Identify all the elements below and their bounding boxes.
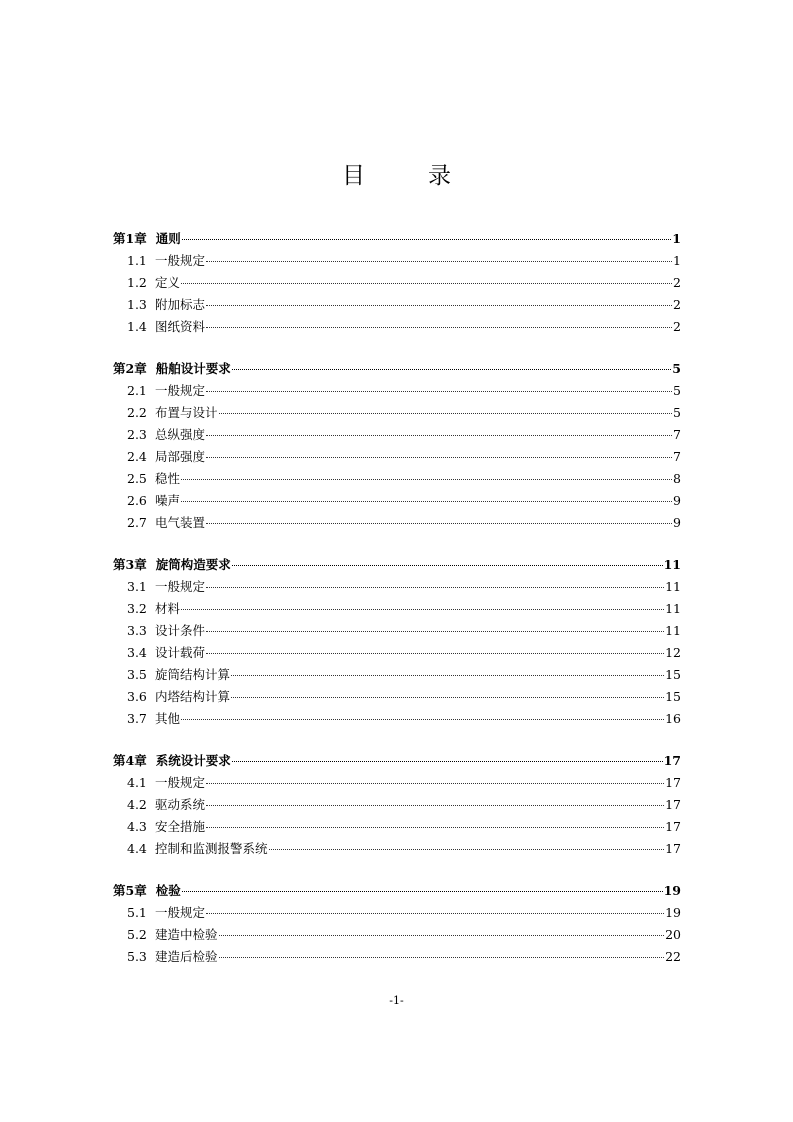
page-number: 17 [665, 797, 681, 812]
dot-leader [181, 283, 672, 284]
toc-chapter-5 [113, 880, 681, 968]
toc-chapter-2 [113, 358, 681, 534]
page-number: 2 [673, 275, 681, 290]
dot-leader [206, 653, 664, 654]
section-number: 5.2 [127, 927, 147, 942]
chapter-title: 系统设计要求 [155, 753, 231, 768]
chapter-number: 第4章 [113, 753, 147, 768]
dot-leader [206, 261, 672, 262]
dot-leader [182, 239, 672, 240]
dot-leader [219, 957, 665, 958]
section-number: 5.1 [127, 905, 147, 920]
toc-section-entry[interactable] [113, 468, 681, 490]
toc-chapter-entry[interactable] [113, 358, 681, 380]
section-title: 噪声 [155, 493, 181, 508]
page-number: 11 [665, 601, 681, 616]
section-title: 稳性 [155, 471, 181, 486]
page-number: 17 [665, 819, 681, 834]
section-title: 一般规定 [155, 579, 206, 594]
toc-section-entry[interactable] [113, 512, 681, 534]
toc-section-entry[interactable] [113, 686, 681, 708]
section-title: 定义 [155, 275, 181, 290]
section-number: 1.4 [127, 319, 147, 334]
section-title: 布置与设计 [155, 405, 218, 420]
toc-section-entry[interactable] [113, 816, 681, 838]
dot-leader [206, 587, 664, 588]
dot-leader [181, 719, 664, 720]
dot-leader [206, 327, 672, 328]
page-number: 9 [673, 493, 681, 508]
section-title: 一般规定 [155, 253, 206, 268]
section-title: 设计条件 [155, 623, 206, 638]
dot-leader [182, 891, 663, 892]
dot-leader [206, 391, 672, 392]
page-number: 19 [663, 883, 681, 898]
page-number: 15 [665, 689, 681, 704]
toc-section-entry[interactable] [113, 250, 681, 272]
section-number: 3.6 [127, 689, 147, 704]
toc-chapter-4 [113, 750, 681, 860]
toc-section-entry[interactable] [113, 772, 681, 794]
page-number: 5 [672, 361, 681, 376]
page-number: 5 [673, 383, 681, 398]
dot-leader [206, 305, 672, 306]
section-title: 一般规定 [155, 383, 206, 398]
section-number: 1.2 [127, 275, 147, 290]
toc-section-entry[interactable] [113, 620, 681, 642]
section-number: 2.2 [127, 405, 147, 420]
toc-section-entry[interactable] [113, 642, 681, 664]
toc-section-entry[interactable] [113, 946, 681, 968]
page-number: 2 [673, 297, 681, 312]
dot-leader [206, 913, 664, 914]
page-number: 20 [665, 927, 681, 942]
chapter-title: 船舶设计要求 [155, 361, 231, 376]
section-number: 4.2 [127, 797, 147, 812]
toc-section-entry[interactable] [113, 902, 681, 924]
section-title: 总纵强度 [155, 427, 206, 442]
page-number: 7 [673, 449, 681, 464]
dot-leader [206, 523, 672, 524]
section-number: 2.7 [127, 515, 147, 530]
dot-leader [232, 369, 672, 370]
section-number: 3.1 [127, 579, 147, 594]
section-number: 2.3 [127, 427, 147, 442]
section-title: 电气装置 [155, 515, 206, 530]
section-title: 建造中检验 [155, 927, 218, 942]
toc-section-entry[interactable] [113, 424, 681, 446]
chapter-number: 第1章 [113, 231, 147, 246]
section-title: 一般规定 [155, 775, 206, 790]
section-number: 4.1 [127, 775, 147, 790]
section-title: 其他 [155, 711, 181, 726]
dot-leader [206, 457, 672, 458]
toc-section-entry[interactable] [113, 598, 681, 620]
toc-chapter-entry[interactable] [113, 750, 681, 772]
page-number: 22 [665, 949, 681, 964]
dot-leader [181, 609, 664, 610]
page-number: 8 [673, 471, 681, 486]
page-number: 17 [665, 775, 681, 790]
section-number: 3.4 [127, 645, 147, 660]
toc-section-entry[interactable] [113, 794, 681, 816]
page-number: 19 [665, 905, 681, 920]
section-number: 4.3 [127, 819, 147, 834]
page-number: 9 [673, 515, 681, 530]
section-number: 2.6 [127, 493, 147, 508]
page-number: 12 [665, 645, 681, 660]
page-number: 1 [673, 253, 681, 268]
toc-section-entry[interactable] [113, 272, 681, 294]
dot-leader [206, 827, 664, 828]
section-number: 4.4 [127, 841, 147, 856]
section-title: 驱动系统 [155, 797, 206, 812]
section-title: 安全措施 [155, 819, 206, 834]
page-number: 17 [665, 841, 681, 856]
dot-leader [231, 697, 664, 698]
section-number: 3.5 [127, 667, 147, 682]
dot-leader [181, 479, 672, 480]
toc-section-entry[interactable] [113, 576, 681, 598]
dot-leader [206, 435, 672, 436]
page-number: 5 [673, 405, 681, 420]
toc-chapter-entry[interactable] [113, 554, 681, 576]
page-title: 目 录 [342, 163, 471, 189]
section-number: 5.3 [127, 949, 147, 964]
dot-leader [219, 935, 665, 936]
table-of-contents [113, 228, 681, 988]
chapter-title: 通则 [155, 231, 181, 246]
toc-section-entry[interactable] [113, 708, 681, 730]
page-number: 7 [673, 427, 681, 442]
section-number: 2.5 [127, 471, 147, 486]
section-number: 3.7 [127, 711, 147, 726]
toc-chapter-entry[interactable] [113, 880, 681, 902]
dot-leader [231, 675, 664, 676]
toc-section-entry[interactable] [113, 664, 681, 686]
page-number: 11 [663, 557, 681, 572]
dot-leader [206, 783, 664, 784]
toc-section-entry[interactable] [113, 924, 681, 946]
dot-leader [206, 631, 664, 632]
dot-leader [181, 501, 672, 502]
toc-section-entry[interactable] [113, 838, 681, 860]
section-title: 局部强度 [155, 449, 206, 464]
section-title: 图纸资料 [155, 319, 206, 334]
page-number: 1 [672, 231, 681, 246]
section-number: 3.2 [127, 601, 147, 616]
toc-section-entry[interactable] [113, 446, 681, 468]
toc-chapter-1 [113, 228, 681, 338]
toc-section-entry[interactable] [113, 402, 681, 424]
dot-leader [269, 849, 665, 850]
page-number: 16 [665, 711, 681, 726]
toc-section-entry[interactable] [113, 316, 681, 338]
chapter-number: 第3章 [113, 557, 147, 572]
section-title: 控制和监测报警系统 [155, 841, 268, 856]
page-number: 15 [665, 667, 681, 682]
section-title: 一般规定 [155, 905, 206, 920]
section-number: 3.3 [127, 623, 147, 638]
section-title: 旋筒结构计算 [155, 667, 231, 682]
toc-section-entry[interactable] [113, 490, 681, 512]
page-number: 11 [665, 623, 681, 638]
page-footer-number: -1- [389, 994, 404, 1007]
section-title: 设计载荷 [155, 645, 206, 660]
section-number: 2.1 [127, 383, 147, 398]
dot-leader [232, 761, 663, 762]
section-title: 附加标志 [155, 297, 206, 312]
section-number: 1.3 [127, 297, 147, 312]
section-number: 2.4 [127, 449, 147, 464]
toc-section-entry[interactable] [113, 294, 681, 316]
section-title: 内塔结构计算 [155, 689, 231, 704]
chapter-number: 第5章 [113, 883, 147, 898]
chapter-title: 旋筒构造要求 [155, 557, 231, 572]
dot-leader [219, 413, 673, 414]
section-number: 1.1 [127, 253, 147, 268]
section-title: 建造后检验 [155, 949, 218, 964]
chapter-number: 第2章 [113, 361, 147, 376]
page-number: 17 [663, 753, 681, 768]
page-number: 11 [665, 579, 681, 594]
chapter-title: 检验 [155, 883, 181, 898]
dot-leader [232, 565, 663, 566]
page-number: 2 [673, 319, 681, 334]
toc-section-entry[interactable] [113, 380, 681, 402]
toc-chapter-3 [113, 554, 681, 730]
dot-leader [206, 805, 664, 806]
toc-chapter-entry[interactable] [113, 228, 681, 250]
section-title: 材料 [155, 601, 181, 616]
